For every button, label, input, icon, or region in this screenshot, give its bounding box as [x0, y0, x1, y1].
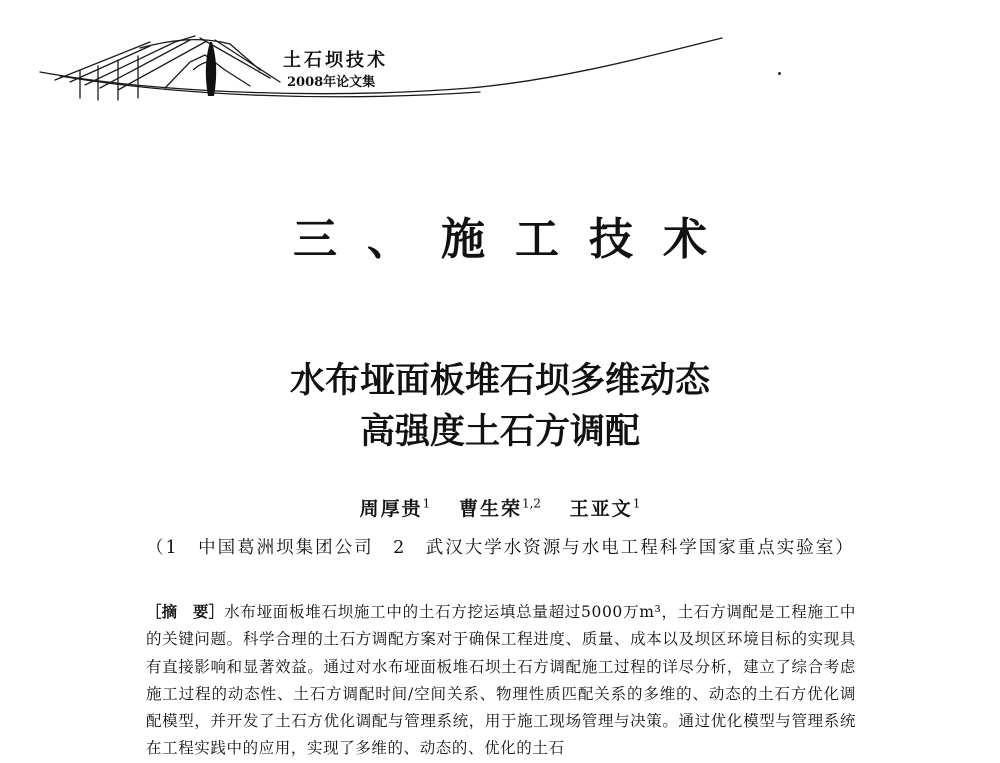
section-title: 三、施工技术 — [293, 214, 737, 265]
affiliations: （1 中国葛洲坝集团公司 2 武汉大学水资源与水电工程科学国家重点实验室） — [146, 538, 855, 558]
book-title: 土石坝技术 — [283, 50, 388, 71]
abstract-text: 水布垭面板堆石坝施工中的土石方挖运填总量超过5000万m³，土石方调配是工程施工中的关键问题。科学合理的土石方调配方案对于确保工程进度、质量、成本以及坝区环境目标的实现具有直接影响和显著效益。通过对水布垭面板堆石坝土石方调配施工过程的详尽分析，建立了综合考虑施工过程的动态性、土石方调配时间/空间关系、物理性质匹配关系的多维的、动态的土石方优化调配模型，并开发了土石方优化调配与管理系统，用于施工现场管理与决策。通过优化模型与管理系统在工程实践中的应用，实现了多维的、动态的、优化的土石 — [146, 603, 856, 758]
scan-speck — [778, 72, 781, 75]
paper-title-line: 水布垭面板堆石坝多维动态 — [289, 360, 710, 401]
abstract — [146, 598, 856, 763]
paper-title — [0, 355, 1000, 457]
dam-sketch-banner — [0, 0, 1000, 110]
author: 周厚贵$^1$ — [359, 496, 431, 520]
abstract-label: ［摘 要］ — [146, 602, 225, 621]
author: 王亚文$^1$ — [569, 496, 641, 520]
paper-title-line: 高强度土石方调配 — [359, 411, 640, 452]
book-subtitle: 2008年论文集 — [287, 75, 376, 90]
author: 曹生荣$^{1,2}$ — [458, 496, 542, 520]
author-list — [0, 494, 1000, 521]
